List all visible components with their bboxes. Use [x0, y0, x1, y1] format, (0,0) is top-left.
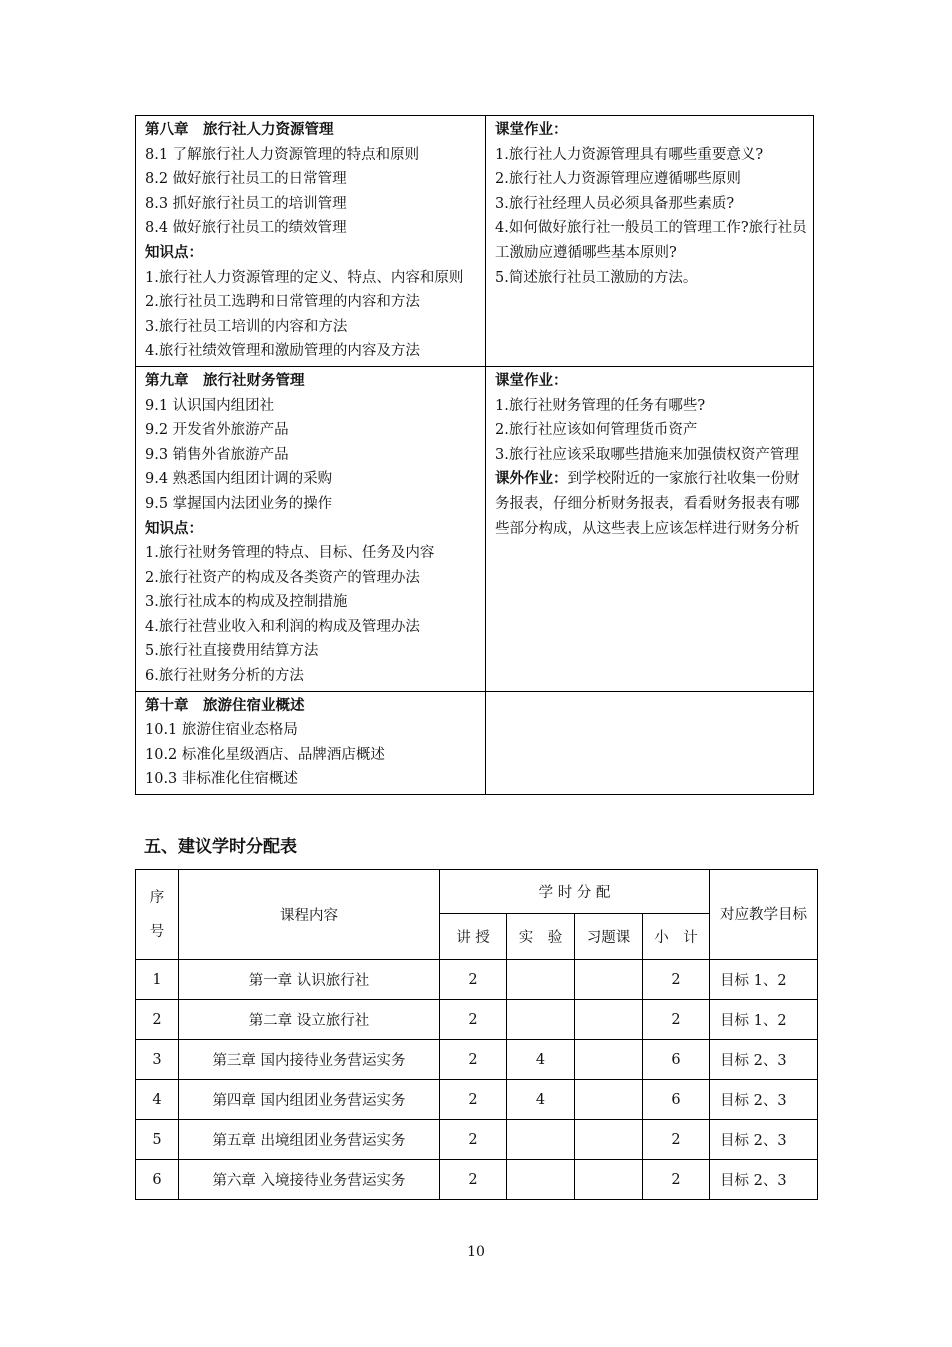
homework-8-1: 1.旅行社人力资源管理具有哪些重要意义?	[495, 146, 764, 163]
row-lab: 4	[507, 1040, 575, 1080]
section-8-2: 8.2 做好旅行社员工的日常管理	[145, 171, 347, 188]
row-lab	[507, 1160, 575, 1200]
chapter-outline-table	[135, 115, 814, 795]
table-row	[136, 1160, 818, 1200]
row-content: 第六章 入境接待业务营运实务	[179, 1160, 440, 1200]
row-index: 2	[136, 1000, 179, 1040]
row-lecture: 2	[440, 1000, 507, 1040]
row-exercise	[575, 1000, 643, 1040]
section-10-3: 10.3 非标准化住宿概述	[145, 771, 298, 788]
section-9-3: 9.3 销售外省旅游产品	[145, 446, 289, 463]
table-row	[136, 1080, 818, 1120]
extra-homework-label: 课外作业：	[495, 470, 568, 488]
homework-9-1: 1.旅行社财务管理的任务有哪些?	[495, 397, 706, 414]
row-lecture: 2	[440, 1080, 507, 1120]
chapter-9-homework	[486, 366, 814, 691]
section-9-4: 9.4 熟悉国内组团计调的采购	[145, 471, 333, 488]
chapter-8-content	[136, 116, 486, 367]
hours-header-row-1	[136, 870, 818, 914]
chapter-10-title: 第十章 旅游住宿业概述	[145, 696, 305, 714]
homework-8-2: 2.旅行社人力资源管理应遵循哪些原则	[495, 171, 741, 188]
header-lecture: 讲 授	[440, 914, 507, 960]
row-lecture: 2	[440, 1120, 507, 1160]
chapter-9-title: 第九章 旅行社财务管理	[145, 371, 305, 389]
knowledge-label-8: 知识点：	[145, 243, 203, 261]
extra-homework-text: 到学校附近的一家旅行社收集一份财务报表，仔细分析财务报表，看看财务报表有哪些部分构成，从这些表上应该怎样进行财务分析	[495, 471, 800, 537]
table-row	[136, 960, 818, 1000]
row-target: 目标 1、2	[710, 960, 818, 1000]
row-content: 第二章 设立旅行社	[179, 1000, 440, 1040]
row-index: 6	[136, 1160, 179, 1200]
row-subtotal: 6	[643, 1080, 710, 1120]
chapter-9-content	[136, 366, 486, 691]
section-10-1: 10.1 旅游住宿业态格局	[145, 722, 298, 739]
row-lecture: 2	[440, 1160, 507, 1200]
hours-table	[135, 869, 818, 1200]
header-content: 课程内容	[179, 870, 440, 960]
row-target: 目标 2、3	[710, 1080, 818, 1120]
row-lab	[507, 1120, 575, 1160]
row-subtotal: 2	[643, 1160, 710, 1200]
row-target: 目标 2、3	[710, 1120, 818, 1160]
section-9-2: 9.2 开发省外旅游产品	[145, 422, 289, 439]
knowledge-9-2: 2.旅行社资产的构成及各类资产的管理办法	[145, 569, 420, 586]
row-subtotal: 2	[643, 960, 710, 1000]
section-9-5: 9.5 掌握国内法团业务的操作	[145, 495, 333, 512]
table-row	[136, 1040, 818, 1080]
chapter-9-row	[136, 366, 814, 691]
knowledge-label-9: 知识点：	[145, 519, 203, 537]
header-exercise: 习题课	[575, 914, 643, 960]
chapter-8-title: 第八章 旅行社人力资源管理	[145, 121, 334, 138]
knowledge-9-6: 6.旅行社财务分析的方法	[145, 668, 304, 685]
knowledge-8-3: 3.旅行社员工培训的内容和方法	[145, 318, 348, 335]
section-heading: 五、建议学时分配表	[144, 837, 297, 857]
table-row	[136, 1000, 818, 1040]
row-lecture: 2	[440, 1040, 507, 1080]
row-subtotal: 2	[643, 1000, 710, 1040]
header-hours-group: 学 时 分 配	[440, 870, 710, 914]
homework-9-2: 2.旅行社应该如何管理货币资产	[495, 422, 698, 439]
row-index: 5	[136, 1120, 179, 1160]
header-target: 对应教学目标	[710, 870, 818, 960]
row-lab: 4	[507, 1080, 575, 1120]
row-exercise	[575, 1160, 643, 1200]
row-index: 1	[136, 960, 179, 1000]
section-8-1: 8.1 了解旅行社人力资源管理的特点和原则	[145, 146, 420, 163]
row-content: 第五章 出境组团业务营运实务	[179, 1120, 440, 1160]
page-number: 10	[467, 1244, 485, 1260]
row-exercise	[575, 1120, 643, 1160]
chapter-10-content	[136, 691, 486, 794]
row-lecture: 2	[440, 960, 507, 1000]
homework-9-3: 3.旅行社应该采取哪些措施来加强债权资产管理	[495, 446, 799, 463]
section-8-4: 8.4 做好旅行社员工的绩效管理	[145, 220, 347, 237]
table-row	[136, 1120, 818, 1160]
row-lab	[507, 1000, 575, 1040]
row-target: 目标 1、2	[710, 1000, 818, 1040]
homework-8-5: 5.简述旅行社员工激励的方法。	[495, 269, 698, 286]
knowledge-9-4: 4.旅行社营业收入和利润的构成及管理办法	[145, 618, 420, 635]
row-subtotal: 2	[643, 1120, 710, 1160]
row-exercise	[575, 1040, 643, 1080]
knowledge-8-2: 2.旅行社员工选聘和日常管理的内容和方法	[145, 294, 420, 311]
knowledge-9-5: 5.旅行社直接费用结算方法	[145, 643, 319, 660]
homework-label-9: 课堂作业：	[495, 371, 568, 389]
row-exercise	[575, 1080, 643, 1120]
row-subtotal: 6	[643, 1040, 710, 1080]
knowledge-8-4: 4.旅行社绩效管理和激励管理的内容及方法	[145, 343, 420, 360]
knowledge-9-3: 3.旅行社成本的构成及控制措施	[145, 594, 348, 611]
section-8-3: 8.3 抓好旅行社员工的培训管理	[145, 195, 347, 212]
homework-8-3: 3.旅行社经理人员必须具备那些素质?	[495, 195, 735, 212]
homework-8-4: 4.如何做好旅行社一般员工的管理工作?旅行社员工激励应遵循哪些基本原则?	[495, 220, 807, 261]
chapter-10-homework-empty	[486, 691, 814, 794]
row-target: 目标 2、3	[710, 1160, 818, 1200]
header-subtotal: 小 计	[643, 914, 710, 960]
row-content: 第四章 国内组团业务营运实务	[179, 1080, 440, 1120]
row-content: 第一章 认识旅行社	[179, 960, 440, 1000]
row-index: 4	[136, 1080, 179, 1120]
extra-homework-9	[495, 467, 813, 541]
row-exercise	[575, 960, 643, 1000]
header-lab: 实 验	[507, 914, 575, 960]
homework-label-8: 课堂作业：	[495, 121, 568, 138]
chapter-8-row	[136, 116, 814, 367]
chapter-10-row	[136, 691, 814, 794]
row-target: 目标 2、3	[710, 1040, 818, 1080]
header-index: 序号	[136, 870, 179, 960]
chapter-8-homework	[486, 116, 814, 367]
row-lab	[507, 960, 575, 1000]
knowledge-8-1: 1.旅行社人力资源管理的定义、特点、内容和原则	[145, 269, 464, 286]
row-index: 3	[136, 1040, 179, 1080]
row-content: 第三章 国内接待业务营运实务	[179, 1040, 440, 1080]
section-9-1: 9.1 认识国内组团社	[145, 397, 275, 414]
section-10-2: 10.2 标准化星级酒店、品牌酒店概述	[145, 746, 385, 763]
knowledge-9-1: 1.旅行社财务管理的特点、目标、任务及内容	[145, 545, 435, 562]
